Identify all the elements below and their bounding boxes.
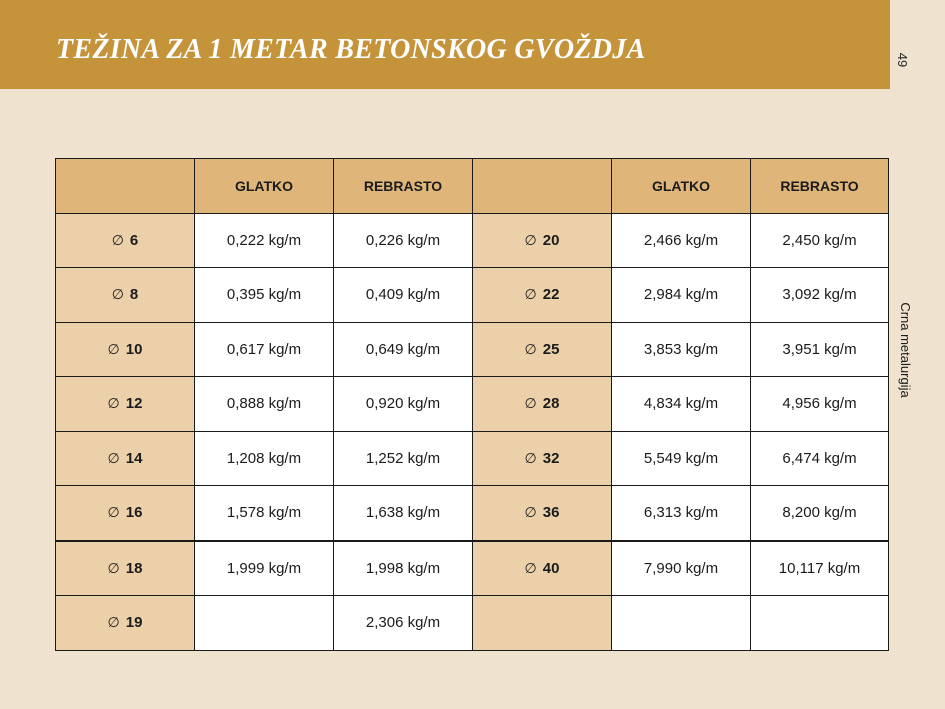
diameter-icon: ∅ <box>111 287 124 304</box>
table-header-row <box>56 159 889 214</box>
size-value: 32 <box>542 449 560 467</box>
size-cell <box>56 486 195 541</box>
diameter-icon: ∅ <box>111 232 124 249</box>
table-row <box>56 541 889 596</box>
size-cell <box>473 431 612 486</box>
size-value: 22 <box>542 286 560 304</box>
diameter-icon: ∅ <box>524 287 537 304</box>
rebrasto-value-cell: 0,226 kg/m <box>334 213 473 268</box>
size-cell <box>473 541 612 596</box>
size-cell <box>56 268 195 323</box>
rebrasto-value-cell: 0,920 kg/m <box>334 377 473 432</box>
size-value: 19 <box>125 614 143 632</box>
rebrasto-value-cell: 8,200 kg/m <box>751 486 889 541</box>
diameter-icon: ∅ <box>524 341 537 358</box>
table-row <box>56 486 889 541</box>
size-cell <box>56 541 195 596</box>
size-cell <box>473 486 612 541</box>
glatko-value-cell <box>612 596 751 651</box>
header-corner-right <box>473 159 612 214</box>
rebrasto-value-cell: 10,117 kg/m <box>751 541 889 596</box>
section-side-label: Crna metalurgija <box>898 302 914 398</box>
diameter-icon: ∅ <box>107 560 120 577</box>
size-value: 10 <box>125 340 143 358</box>
diameter-icon: ∅ <box>107 396 120 413</box>
size-cell <box>473 213 612 268</box>
glatko-value-cell: 1,999 kg/m <box>195 541 334 596</box>
glatko-value-cell: 6,313 kg/m <box>612 486 751 541</box>
size-value: 25 <box>542 340 560 358</box>
rebrasto-value-cell: 3,951 kg/m <box>751 322 889 377</box>
size-cell <box>473 268 612 323</box>
glatko-value-cell: 5,549 kg/m <box>612 431 751 486</box>
diameter-icon: ∅ <box>524 450 537 467</box>
diameter-icon: ∅ <box>107 615 120 632</box>
glatko-value-cell: 1,578 kg/m <box>195 486 334 541</box>
header-corner-left <box>56 159 195 214</box>
rebrasto-value-cell <box>751 596 889 651</box>
size-value: 8 <box>129 286 139 304</box>
size-value: 28 <box>542 395 560 413</box>
rebrasto-value-cell: 6,474 kg/m <box>751 431 889 486</box>
header-band <box>0 0 890 89</box>
page-number: 49 <box>895 52 911 68</box>
diameter-icon: ∅ <box>524 396 537 413</box>
size-cell <box>56 213 195 268</box>
glatko-value-cell: 1,208 kg/m <box>195 431 334 486</box>
size-value: 20 <box>542 231 560 249</box>
page-title: TEŽINA ZA 1 METAR BETONSKOG GVOŽDJA <box>56 34 646 65</box>
rebrasto-value-cell: 2,306 kg/m <box>334 596 473 651</box>
glatko-value-cell: 0,617 kg/m <box>195 322 334 377</box>
size-cell <box>473 377 612 432</box>
diameter-icon: ∅ <box>524 232 537 249</box>
rebrasto-value-cell: 2,450 kg/m <box>751 213 889 268</box>
glatko-value-cell: 7,990 kg/m <box>612 541 751 596</box>
rebrasto-value-cell: 1,998 kg/m <box>334 541 473 596</box>
size-value: 6 <box>129 231 139 249</box>
table-row <box>56 322 889 377</box>
table-row <box>56 596 889 651</box>
column-header-rebrasto-left: REBRASTO <box>334 159 473 214</box>
rebrasto-value-cell: 1,252 kg/m <box>334 431 473 486</box>
table-row <box>56 377 889 432</box>
glatko-value-cell <box>195 596 334 651</box>
rebrasto-value-cell: 3,092 kg/m <box>751 268 889 323</box>
glatko-value-cell: 3,853 kg/m <box>612 322 751 377</box>
rebrasto-value-cell: 1,638 kg/m <box>334 486 473 541</box>
size-value: 16 <box>125 504 143 522</box>
size-value: 14 <box>125 449 143 467</box>
column-header-rebrasto-right: REBRASTO <box>751 159 889 214</box>
glatko-value-cell: 4,834 kg/m <box>612 377 751 432</box>
size-cell <box>56 431 195 486</box>
glatko-value-cell: 2,466 kg/m <box>612 213 751 268</box>
table-row <box>56 213 889 268</box>
size-cell <box>56 377 195 432</box>
glatko-value-cell: 0,395 kg/m <box>195 268 334 323</box>
glatko-value-cell: 2,984 kg/m <box>612 268 751 323</box>
table-row <box>56 268 889 323</box>
size-cell <box>473 322 612 377</box>
table-row <box>56 431 889 486</box>
size-value: 36 <box>542 504 560 522</box>
diameter-icon: ∅ <box>107 450 120 467</box>
size-cell <box>56 322 195 377</box>
glatko-value-cell: 0,222 kg/m <box>195 213 334 268</box>
diameter-icon: ∅ <box>107 341 120 358</box>
rebar-weight-table <box>55 158 889 651</box>
diameter-icon: ∅ <box>524 560 537 577</box>
size-value: 12 <box>125 395 143 413</box>
column-header-glatko-left: GLATKO <box>195 159 334 214</box>
diameter-icon: ∅ <box>107 505 120 522</box>
column-header-glatko-right: GLATKO <box>612 159 751 214</box>
rebrasto-value-cell: 0,409 kg/m <box>334 268 473 323</box>
size-value: 40 <box>542 559 560 577</box>
glatko-value-cell: 0,888 kg/m <box>195 377 334 432</box>
rebrasto-value-cell: 4,956 kg/m <box>751 377 889 432</box>
size-value: 18 <box>125 559 143 577</box>
diameter-icon: ∅ <box>524 505 537 522</box>
size-cell <box>56 596 195 651</box>
rebrasto-value-cell: 0,649 kg/m <box>334 322 473 377</box>
size-cell-empty <box>473 596 612 651</box>
